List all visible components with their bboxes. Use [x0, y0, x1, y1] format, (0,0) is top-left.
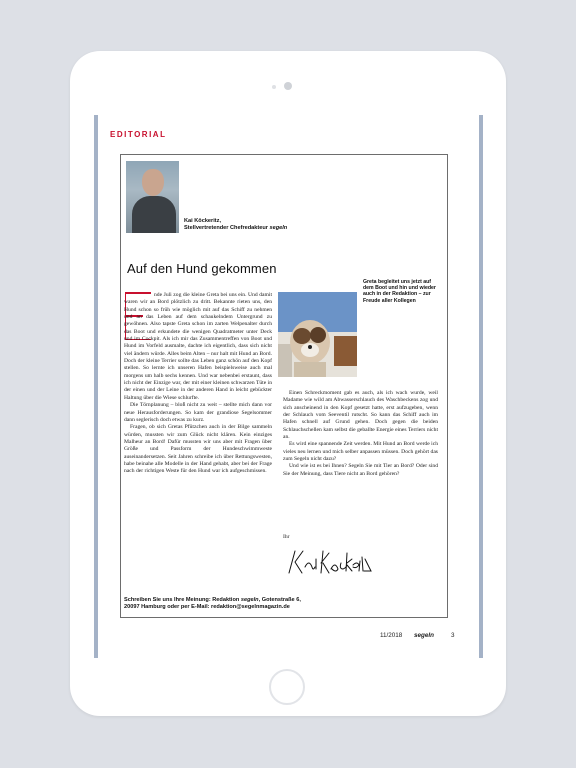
article-headline: Auf den Hund gekommen [127, 261, 277, 276]
author-byline [184, 218, 287, 232]
article-right-column [283, 390, 438, 478]
photo-caption: Greta begleitet uns jetzt auf dem Boot und hin und wieder auch in der Redaktion – zur Freude aller Kollegen [363, 279, 436, 304]
article-left-column [124, 292, 272, 476]
contact-brand: segeln [240, 597, 259, 603]
contact-line-2: 20097 Hamburg oder per E-Mail: redaktion@segelnmagazin.de [124, 604, 290, 610]
paragraph: Es wird eine spannende Zeit werden. Mit Hund an Bord werde ich vieles neu lernen und mich selber anpassen müssen. Doch gehört das zum Segeln nicht dazu? [283, 441, 438, 463]
camera-sensor-icon [272, 85, 276, 89]
paragraph: Einen Schreckmoment gab es auch, als ich wach wurde, weil Madame wie wild am Abwasserschlauch des Waschbeckens zog und sich anscheinend in den Kopf gesetzt hatte, erst aufzugeben, wenn der Schlauch vom Seeventil rutscht. So kann das Schiff auch im Hafen schnell auf Grund gehen. Doch gegen die beiden Schlauchschellen kam selbst die geballte Energie eines Terriers nicht an. [283, 390, 438, 441]
paragraph: nde Juli zog die kleine Greta bei uns ein. Und damit waren wir an Bord plötzlich zu dritt. Bekannte rieten uns, den Hund schon so früh wie möglich mit auf das Schiff zu nehmen und an das Leben auf dem schaukelndem Untergrund zu gewöhnen. Also tapste Greta schon im zarten Welpenalter durch das Boot und erkundete die wenigen Quadratmeter unter Deck und im Cockpit. Als ich mir das Zusammentreffen von Boot und Hund im Vorfeld ausmalte, dachte ich eigentlich, dass sich nicht viel ändern würde. Alles beim Alten – nur halt mit Hund an Bord. Doch der kleine Terrier sollte das Leben ganz schön auf den Kopf stellen. So lernte ich unseren Hafen beispielsweise auch mal morgens um halb sechs kennen. Und war nebenbei erstaunt, dass ich nicht der Einzige war, der mit einer kleinen schwarzen Tüte in der einen und der Leine in der anderen Hand in leicht gebückter Haltung über die Wiese schlurfte. [124, 292, 272, 401]
camera-icon [284, 82, 292, 90]
home-button[interactable] [269, 669, 305, 705]
footer-logo: segeln [414, 632, 434, 639]
paragraph: Und wie ist es bei Ihnen? Segeln Sie mit Tier an Bord? Oder sind Sie der Meinung, dass Tiere nicht an Bord gehören? [283, 463, 438, 477]
contact-line-1: Schreiben Sie uns Ihre Meinung: Redaktion segeln, Gotenstraße 6, [124, 597, 301, 603]
page-left-edge-bar [94, 115, 98, 658]
page-right-edge-bar [479, 115, 483, 658]
section-label: EDITORIAL [110, 130, 167, 139]
author-photo [126, 161, 179, 233]
footer-issue: 11/2018 [380, 632, 403, 639]
footer-page-number: 3 [451, 632, 455, 639]
handwritten-signature [285, 545, 375, 579]
author-role-brand: segeln [269, 225, 288, 231]
paragraph: Die Törnplanung – bloß nicht zu weit – stellte mich dann vor neue Herausforderungen. So kam der grandiose Segelsommer dann seglerisch doch etwas zu kurz. [124, 402, 272, 423]
dog-on-boat-photo [278, 292, 357, 377]
author-role: Stellvertretender Chefredakteur segeln [184, 225, 288, 231]
closing: Ihr [283, 534, 290, 540]
author-name: Kai Köckeritz, [184, 218, 221, 224]
paragraph: Fragen, ob sich Gretas Pfützchen auch in der Bilge sammeln würden, mussten wir zum Glück nicht klären. Kein einziges Malheur an Bord! Dafür mussten wir uns aber mit Fragen über Größe und Passform der Hundeschwimmweste auseinandersetzen. Seit Jahren schreibe ich über Rettungswesten, habe beinahe alle Modelle in der Hand gehabt, aber bei der Frage nach der richtigen Weste für den Hund war ich aufgeschmissen. [124, 424, 272, 475]
contact-info [124, 597, 424, 611]
